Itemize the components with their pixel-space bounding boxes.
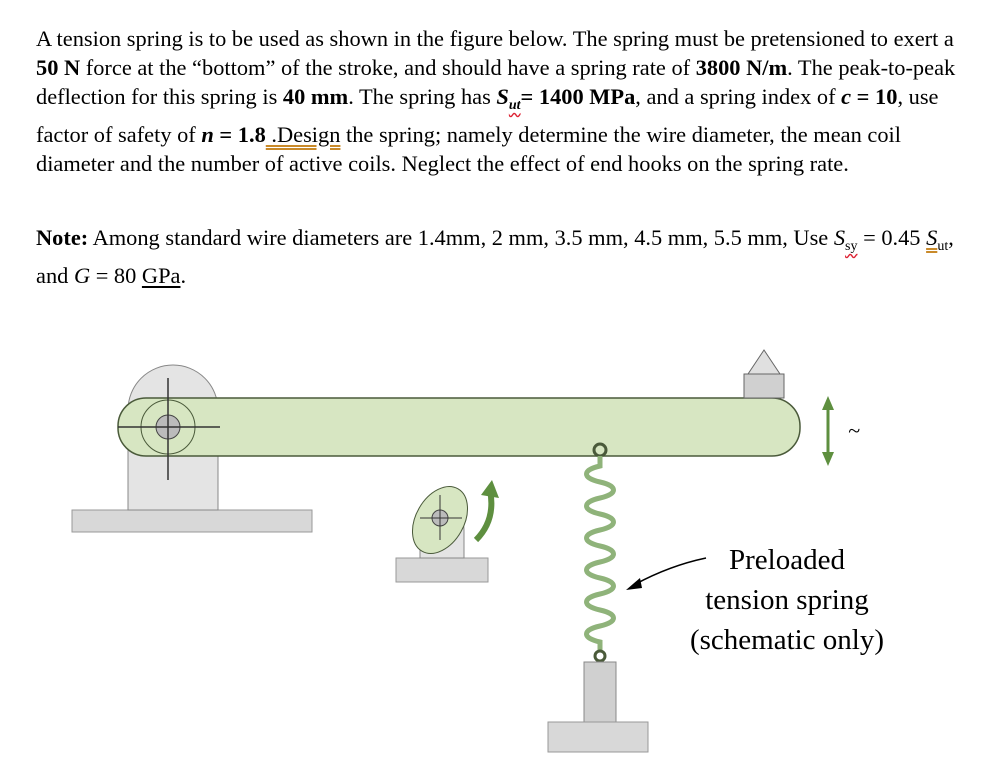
cam-ground	[396, 558, 488, 582]
sut-symbol: S	[926, 225, 938, 250]
gpa-unit: GPa	[141, 263, 181, 288]
label-line-3: (schematic only)	[689, 624, 885, 656]
deflection-symbol: ~	[848, 418, 860, 443]
spring-hook-bottom	[595, 651, 605, 661]
label-line-2: tension spring	[705, 584, 869, 616]
sut-symbol: S	[496, 84, 509, 109]
note-label: Note:	[36, 225, 89, 250]
spring-ground	[548, 722, 648, 752]
g-symbol: G	[73, 263, 91, 288]
rotation-arrowhead	[481, 480, 499, 498]
sut-value: = 1400 MPa	[520, 84, 636, 109]
problem-text: . The peak-to-peak deflection for this spring is	[36, 55, 956, 109]
spring-rate: 3800 N/m	[695, 55, 788, 80]
left-ground	[72, 510, 312, 532]
lever-arm	[118, 398, 800, 456]
note-text: .	[180, 263, 187, 288]
problem-text: A tension spring is to be used as shown in the figure below. The spring must be pretensioned to exert a	[36, 26, 954, 51]
note-text: , and	[36, 225, 954, 288]
note-paragraph	[36, 223, 981, 290]
note-text: = 0.45	[857, 225, 927, 250]
problem-text: . The spring has	[348, 84, 497, 109]
problem-text: force at the “bottom” of the stroke, and should have a spring rate of	[80, 55, 696, 80]
indicator-base	[744, 374, 784, 398]
deflection-arrow-down	[822, 452, 834, 466]
note-text: = 80	[90, 263, 142, 288]
peak-deflection: 40 mm	[282, 84, 349, 109]
sut-subscript: ut	[937, 239, 949, 254]
ssy-subscript: sy	[845, 239, 858, 254]
problem-text: the spring; namely determine the wire diameter, the mean coil diameter and the number of active coils. Neglect the effect of end hooks on the spring rate.	[36, 122, 901, 176]
rotation-arrow	[476, 490, 491, 540]
c-symbol: c	[841, 84, 852, 109]
problem-statement	[36, 24, 981, 178]
problem-text: , and a spring index of	[635, 84, 842, 109]
deflection-arrow-up	[822, 396, 834, 410]
spring-coils	[587, 456, 614, 652]
sut-subscript: ut	[508, 98, 521, 113]
n-symbol: n	[201, 122, 214, 147]
spring-anchor	[584, 662, 616, 722]
problem-text: , use factor of safety of	[36, 84, 939, 147]
safety-factor: = 1.8	[213, 122, 266, 147]
label-leader-arrow	[626, 578, 642, 590]
indicator-tip	[748, 350, 780, 374]
design-word: .Design	[265, 122, 341, 147]
spring-index: = 10	[851, 84, 898, 109]
note-text: Among standard wire diameters are 1.4mm, 2 mm, 3.5 mm, 4.5 mm, 5.5 mm, Use	[88, 225, 834, 250]
label-line-1: Preloaded	[729, 544, 845, 576]
spring-label	[652, 540, 922, 660]
preload-force: 50 N	[36, 55, 81, 80]
ssy-symbol: S	[833, 225, 846, 250]
